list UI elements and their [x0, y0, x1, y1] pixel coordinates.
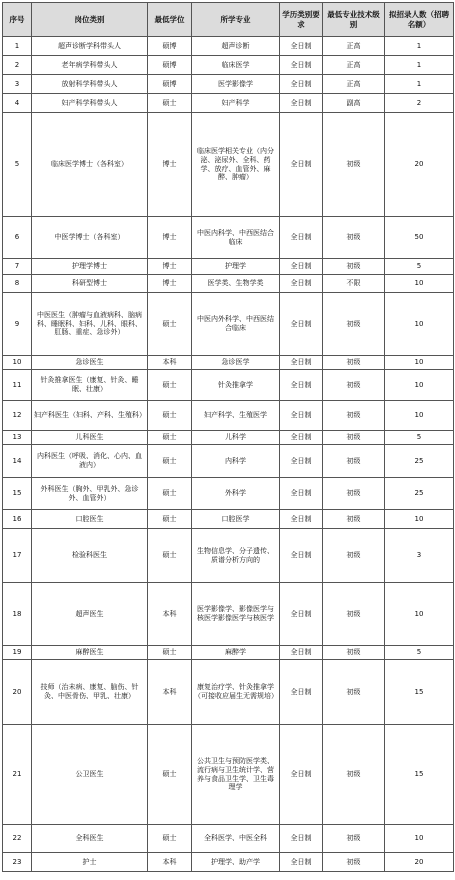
cell-position: 老年病学科带头人 [32, 56, 148, 75]
cell-major: 儿科学 [192, 431, 280, 445]
cell-rank: 初级 [323, 401, 385, 431]
cell-position: 超声诊断学科带头人 [32, 37, 148, 56]
table-row [3, 583, 454, 646]
cell-degree: 硕士 [148, 445, 192, 478]
table-row [3, 356, 454, 370]
cell-rank: 副高 [323, 94, 385, 113]
cell-major: 医学影像学、影像医学与核医学影像医学与核医学 [192, 583, 280, 646]
cell-major: 急诊医学 [192, 356, 280, 370]
table-row [3, 478, 454, 510]
cell-degree: 硕士 [148, 94, 192, 113]
cell-degree: 硕士 [148, 725, 192, 825]
cell-edu: 全日制 [280, 583, 323, 646]
cell-no: 11 [3, 370, 32, 401]
cell-rank: 初级 [323, 113, 385, 217]
cell-rank: 初级 [323, 725, 385, 825]
cell-major: 超声诊断 [192, 37, 280, 56]
cell-degree: 博士 [148, 275, 192, 293]
cell-position: 科研型博士 [32, 275, 148, 293]
cell-edu: 全日制 [280, 646, 323, 660]
cell-edu: 全日制 [280, 510, 323, 529]
header-no: 序号 [3, 3, 32, 37]
cell-degree: 硕士 [148, 529, 192, 583]
cell-count: 1 [385, 75, 454, 94]
cell-degree: 硕博 [148, 75, 192, 94]
cell-no: 12 [3, 401, 32, 431]
cell-no: 4 [3, 94, 32, 113]
cell-edu: 全日制 [280, 445, 323, 478]
cell-edu: 全日制 [280, 725, 323, 825]
cell-edu: 全日制 [280, 853, 323, 872]
cell-rank: 正高 [323, 37, 385, 56]
table-row [3, 401, 454, 431]
table-row [3, 825, 454, 853]
cell-count: 20 [385, 113, 454, 217]
cell-edu: 全日制 [280, 75, 323, 94]
cell-edu: 全日制 [280, 293, 323, 356]
cell-edu: 全日制 [280, 94, 323, 113]
cell-major: 外科学 [192, 478, 280, 510]
cell-rank: 初级 [323, 583, 385, 646]
cell-position: 超声医生 [32, 583, 148, 646]
cell-major: 康复治疗学、针灸推拿学（可接收应届生无需规培） [192, 660, 280, 725]
table-row [3, 217, 454, 259]
cell-rank: 初级 [323, 853, 385, 872]
cell-degree: 博士 [148, 113, 192, 217]
table-row [3, 725, 454, 825]
cell-major: 口腔医学 [192, 510, 280, 529]
cell-rank: 初级 [323, 529, 385, 583]
cell-count: 25 [385, 478, 454, 510]
table-row [3, 293, 454, 356]
cell-degree: 硕士 [148, 293, 192, 356]
cell-no: 15 [3, 478, 32, 510]
cell-position: 妇产科医生（妇科、产科、生殖科） [32, 401, 148, 431]
cell-no: 16 [3, 510, 32, 529]
cell-no: 10 [3, 356, 32, 370]
table-row [3, 259, 454, 275]
cell-degree: 本科 [148, 356, 192, 370]
cell-position: 护士 [32, 853, 148, 872]
cell-count: 25 [385, 445, 454, 478]
cell-edu: 全日制 [280, 217, 323, 259]
cell-position: 中医医生（肿瘤与血液病科、脑病科、睡眠科、妇科、儿科、眼科、肛肠、重症、急诊外） [32, 293, 148, 356]
cell-no: 22 [3, 825, 32, 853]
cell-count: 10 [385, 356, 454, 370]
table-row [3, 431, 454, 445]
cell-count: 10 [385, 275, 454, 293]
cell-no: 7 [3, 259, 32, 275]
cell-count: 10 [385, 583, 454, 646]
cell-position: 公卫医生 [32, 725, 148, 825]
cell-no: 1 [3, 37, 32, 56]
table-row [3, 646, 454, 660]
cell-count: 5 [385, 259, 454, 275]
header-major: 所学专业 [192, 3, 280, 37]
cell-position: 检验科医生 [32, 529, 148, 583]
cell-no: 20 [3, 660, 32, 725]
cell-no: 13 [3, 431, 32, 445]
cell-count: 10 [385, 825, 454, 853]
cell-no: 8 [3, 275, 32, 293]
cell-edu: 全日制 [280, 275, 323, 293]
cell-position: 临床医学博士（各科室） [32, 113, 148, 217]
header-position: 岗位类别 [32, 3, 148, 37]
cell-count: 5 [385, 431, 454, 445]
header-row [3, 3, 454, 37]
cell-edu: 全日制 [280, 478, 323, 510]
cell-degree: 博士 [148, 217, 192, 259]
cell-position: 针灸推拿医生（康复、针灸、睡眠、壮康） [32, 370, 148, 401]
cell-degree: 博士 [148, 259, 192, 275]
cell-edu: 全日制 [280, 431, 323, 445]
cell-rank: 正高 [323, 56, 385, 75]
cell-position: 内科医生（呼吸、消化、心内、血液内） [32, 445, 148, 478]
cell-rank: 初级 [323, 217, 385, 259]
cell-no: 6 [3, 217, 32, 259]
cell-position: 儿科医生 [32, 431, 148, 445]
cell-count: 50 [385, 217, 454, 259]
cell-position: 护理学博士 [32, 259, 148, 275]
cell-no: 17 [3, 529, 32, 583]
cell-major: 麻醉学 [192, 646, 280, 660]
cell-degree: 硕士 [148, 478, 192, 510]
cell-degree: 本科 [148, 660, 192, 725]
cell-no: 5 [3, 113, 32, 217]
cell-count: 1 [385, 37, 454, 56]
cell-major: 临床医学相关专业（内分泌、泌尿外、全科、药学、放疗、血管外、麻醉、肿瘤） [192, 113, 280, 217]
table-row [3, 660, 454, 725]
cell-rank: 初级 [323, 825, 385, 853]
cell-rank: 初级 [323, 431, 385, 445]
cell-rank: 初级 [323, 510, 385, 529]
table-row [3, 370, 454, 401]
cell-rank: 初级 [323, 445, 385, 478]
cell-count: 10 [385, 293, 454, 356]
cell-count: 20 [385, 853, 454, 872]
cell-count: 10 [385, 401, 454, 431]
cell-degree: 硕士 [148, 431, 192, 445]
table-row [3, 275, 454, 293]
recruitment-table [2, 2, 454, 872]
cell-edu: 全日制 [280, 259, 323, 275]
table-row [3, 510, 454, 529]
cell-no: 2 [3, 56, 32, 75]
cell-degree: 硕博 [148, 37, 192, 56]
header-rank: 最低专业技术级别 [323, 3, 385, 37]
header-edu: 学历类别要求 [280, 3, 323, 37]
cell-count: 15 [385, 660, 454, 725]
cell-major: 公共卫生与预防医学类、流行病与卫生统计学、营养与食品卫生学、卫生毒理学 [192, 725, 280, 825]
cell-major: 妇产科学 [192, 94, 280, 113]
cell-no: 3 [3, 75, 32, 94]
cell-rank: 初级 [323, 259, 385, 275]
table-row [3, 56, 454, 75]
cell-no: 19 [3, 646, 32, 660]
cell-position: 口腔医生 [32, 510, 148, 529]
cell-position: 技师（治未病、康复、脑伤、针灸、中医骨伤、甲乳、壮康） [32, 660, 148, 725]
cell-edu: 全日制 [280, 825, 323, 853]
cell-count: 5 [385, 646, 454, 660]
cell-major: 中医内外科学、中西医结合临床 [192, 293, 280, 356]
cell-position: 外科医生（胸外、甲乳外、急诊外、血管外） [32, 478, 148, 510]
cell-major: 护理学 [192, 259, 280, 275]
cell-rank: 不限 [323, 275, 385, 293]
cell-rank: 初级 [323, 478, 385, 510]
cell-rank: 初级 [323, 293, 385, 356]
cell-degree: 本科 [148, 583, 192, 646]
cell-no: 14 [3, 445, 32, 478]
cell-count: 10 [385, 370, 454, 401]
cell-edu: 全日制 [280, 660, 323, 725]
cell-major: 中医内科学、中西医结合临床 [192, 217, 280, 259]
cell-major: 针灸推拿学 [192, 370, 280, 401]
cell-edu: 全日制 [280, 401, 323, 431]
cell-count: 3 [385, 529, 454, 583]
cell-edu: 全日制 [280, 113, 323, 217]
cell-position: 中医学博士（各科室） [32, 217, 148, 259]
table-row [3, 113, 454, 217]
header-degree: 最低学位 [148, 3, 192, 37]
cell-rank: 初级 [323, 646, 385, 660]
cell-degree: 硕士 [148, 646, 192, 660]
cell-count: 1 [385, 56, 454, 75]
cell-major: 生物信息学、分子遗传、质谱分析方向的 [192, 529, 280, 583]
cell-major: 妇产科学、生殖医学 [192, 401, 280, 431]
cell-position: 麻醉医生 [32, 646, 148, 660]
cell-count: 10 [385, 510, 454, 529]
cell-no: 9 [3, 293, 32, 356]
cell-rank: 初级 [323, 356, 385, 370]
table-row [3, 853, 454, 872]
cell-degree: 硕士 [148, 401, 192, 431]
cell-no: 21 [3, 725, 32, 825]
table-row [3, 529, 454, 583]
cell-rank: 初级 [323, 660, 385, 725]
cell-major: 医学类、生物学类 [192, 275, 280, 293]
cell-edu: 全日制 [280, 356, 323, 370]
cell-edu: 全日制 [280, 529, 323, 583]
cell-position: 急诊医生 [32, 356, 148, 370]
cell-position: 全科医生 [32, 825, 148, 853]
cell-major: 内科学 [192, 445, 280, 478]
cell-major: 护理学、助产学 [192, 853, 280, 872]
table-row [3, 75, 454, 94]
cell-rank: 正高 [323, 75, 385, 94]
table-row [3, 94, 454, 113]
cell-count: 15 [385, 725, 454, 825]
cell-degree: 硕博 [148, 56, 192, 75]
cell-position: 放射科学科带头人 [32, 75, 148, 94]
cell-count: 2 [385, 94, 454, 113]
cell-edu: 全日制 [280, 37, 323, 56]
table-row [3, 37, 454, 56]
header-count: 拟招录人数（招聘名额） [385, 3, 454, 37]
cell-position: 妇产科学科带头人 [32, 94, 148, 113]
cell-edu: 全日制 [280, 56, 323, 75]
cell-rank: 初级 [323, 370, 385, 401]
cell-no: 23 [3, 853, 32, 872]
cell-major: 医学影像学 [192, 75, 280, 94]
table-row [3, 445, 454, 478]
cell-edu: 全日制 [280, 370, 323, 401]
cell-major: 临床医学 [192, 56, 280, 75]
cell-degree: 本科 [148, 853, 192, 872]
cell-degree: 硕士 [148, 510, 192, 529]
cell-degree: 硕士 [148, 370, 192, 401]
cell-no: 18 [3, 583, 32, 646]
cell-major: 全科医学、中医全科 [192, 825, 280, 853]
cell-degree: 硕士 [148, 825, 192, 853]
